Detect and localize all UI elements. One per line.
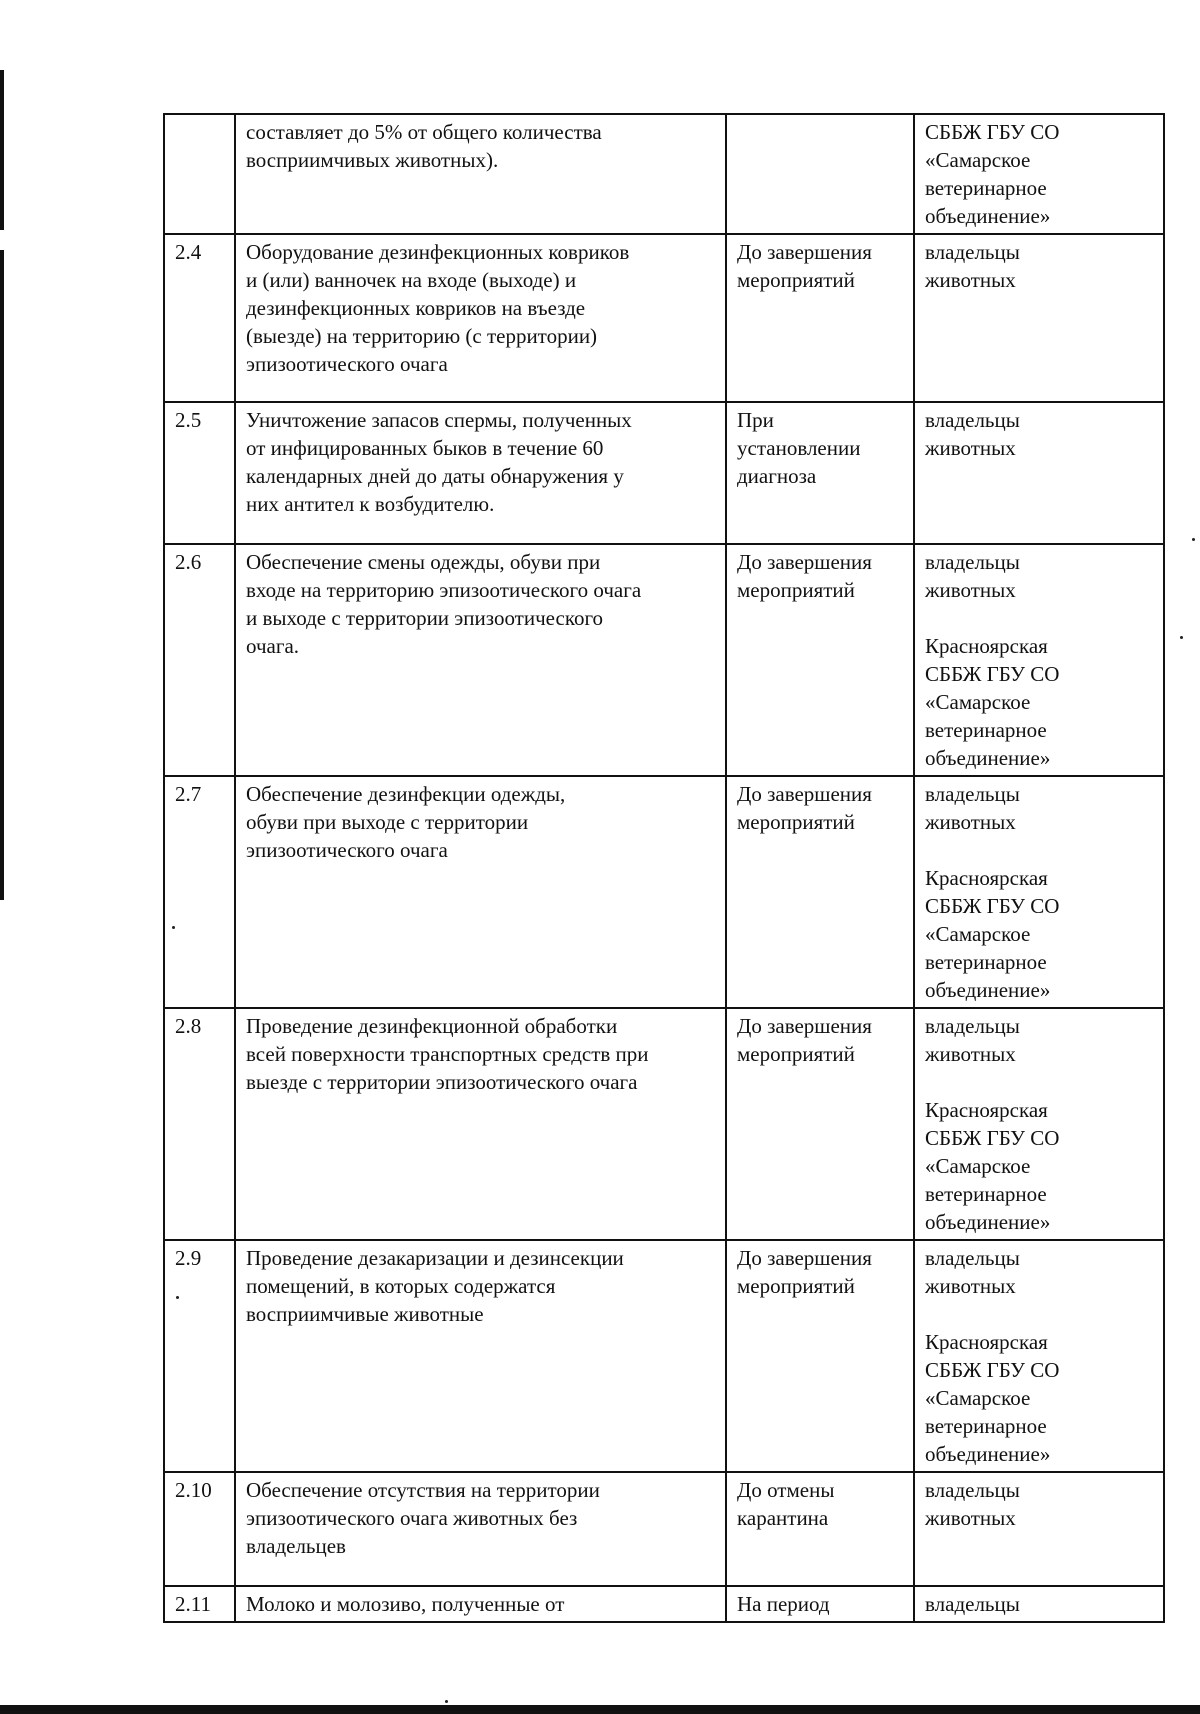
item-number-cell xyxy=(164,776,235,1008)
responsible-line: СББЖ ГБУ СО xyxy=(925,662,1060,686)
responsible-line: объединение» xyxy=(925,978,1051,1002)
measure-description-line: Обеспечение дезинфекции одежды, xyxy=(246,782,566,806)
scan-edge-bottom xyxy=(0,1705,1200,1714)
responsible-line: СББЖ ГБУ СО xyxy=(925,894,1060,918)
deadline-line: До завершения xyxy=(737,1014,872,1038)
responsible-line: владельцы xyxy=(925,550,1020,574)
deadline-line: При xyxy=(737,408,774,432)
measure-description-line: (выезде) на территорию (с территории) xyxy=(246,324,598,348)
responsible-line: ветеринарное xyxy=(925,176,1047,200)
table-row xyxy=(164,544,1164,776)
item-number-cell xyxy=(164,402,235,544)
responsible-line: животных xyxy=(925,1042,1016,1066)
measure-description-cell xyxy=(235,234,726,402)
measure-description-line: помещений, в которых содержатся xyxy=(246,1274,556,1298)
deadline-line: До завершения xyxy=(737,240,872,264)
responsible-line: животных xyxy=(925,578,1016,602)
responsible-gap xyxy=(925,836,1155,864)
measure-description-line: календарных дней до даты обнаружения у xyxy=(246,464,624,488)
measure-description-cell xyxy=(235,1586,726,1622)
responsible-line: СББЖ ГБУ СО xyxy=(925,1358,1060,1382)
responsible-line: «Самарское xyxy=(925,922,1031,946)
responsible-line: «Самарское xyxy=(925,690,1031,714)
item-number: 2.6 xyxy=(175,550,202,574)
measure-description-line: эпизоотического очага xyxy=(246,352,448,376)
deadline-line: На период xyxy=(737,1592,830,1616)
table-row xyxy=(164,1008,1164,1240)
responsible-line: владельцы xyxy=(925,1014,1020,1038)
item-number: 2.8 xyxy=(175,1014,202,1038)
responsible-line: Красноярская xyxy=(925,634,1048,658)
responsible-cell xyxy=(914,1586,1164,1622)
measure-description-cell xyxy=(235,776,726,1008)
measures-table xyxy=(163,113,1165,1623)
responsible-line: СББЖ ГБУ СО xyxy=(925,1126,1060,1150)
responsible-line: животных xyxy=(925,1506,1016,1530)
measure-description-cell xyxy=(235,402,726,544)
deadline-cell xyxy=(726,776,914,1008)
measure-description-line: них антител к возбудителю. xyxy=(246,492,495,516)
item-number-cell xyxy=(164,1472,235,1586)
table-row xyxy=(164,402,1164,544)
responsible-line: ветеринарное xyxy=(925,1182,1047,1206)
responsible-line: Красноярская xyxy=(925,1098,1048,1122)
scan-edge-left-middle xyxy=(0,250,4,900)
deadline-line: До завершения xyxy=(737,550,872,574)
item-number-cell xyxy=(164,1008,235,1240)
responsible-line: «Самарское xyxy=(925,1386,1031,1410)
measure-description-line: от инфицированных быков в течение 60 xyxy=(246,436,604,460)
item-number: 2.11 xyxy=(175,1592,211,1616)
measure-description-line: всей поверхности транспортных средств при xyxy=(246,1042,649,1066)
deadline-cell xyxy=(726,234,914,402)
measure-description-line: восприимчивые животные xyxy=(246,1302,484,1326)
item-number: 2.5 xyxy=(175,408,202,432)
measures-table-body xyxy=(164,114,1164,1622)
item-number-cell xyxy=(164,544,235,776)
table-row xyxy=(164,1586,1164,1622)
responsible-line: владельцы xyxy=(925,1592,1020,1616)
measure-description-line: Оборудование дезинфекционных ковриков xyxy=(246,240,630,264)
measure-description-line: владельцев xyxy=(246,1534,346,1558)
scan-speck xyxy=(1192,538,1195,541)
deadline-cell xyxy=(726,1240,914,1472)
deadline-line: До отмены xyxy=(737,1478,835,1502)
responsible-line: Красноярская xyxy=(925,866,1048,890)
scan-speck xyxy=(1180,636,1183,639)
deadline-line: мероприятий xyxy=(737,1042,855,1066)
responsible-line: «Самарское xyxy=(925,1154,1031,1178)
responsible-line: объединение» xyxy=(925,204,1051,228)
item-number-cell xyxy=(164,114,235,234)
responsible-cell xyxy=(914,114,1164,234)
responsible-line: объединение» xyxy=(925,746,1051,770)
responsible-line: ветеринарное xyxy=(925,1414,1047,1438)
responsible-line: ветеринарное xyxy=(925,718,1047,742)
item-number: 2.7 xyxy=(175,782,202,806)
deadline-cell xyxy=(726,402,914,544)
responsible-line: владельцы xyxy=(925,1478,1020,1502)
deadline-cell xyxy=(726,1586,914,1622)
responsible-cell xyxy=(914,1240,1164,1472)
measure-description-line: и (или) ванночек на входе (выходе) и xyxy=(246,268,577,292)
responsible-line: животных xyxy=(925,268,1016,292)
responsible-cell xyxy=(914,234,1164,402)
responsible-line: владельцы xyxy=(925,782,1020,806)
deadline-line: мероприятий xyxy=(737,268,855,292)
responsible-line: объединение» xyxy=(925,1442,1051,1466)
measure-description-cell xyxy=(235,1008,726,1240)
item-number: 2.9 xyxy=(175,1246,202,1270)
item-number-cell xyxy=(164,234,235,402)
scan-speck xyxy=(445,1700,448,1703)
responsible-line: ветеринарное xyxy=(925,950,1047,974)
responsible-cell xyxy=(914,402,1164,544)
measure-description-line: составляет до 5% от общего количества xyxy=(246,120,602,144)
table-row xyxy=(164,114,1164,234)
table-row xyxy=(164,776,1164,1008)
deadline-line: диагноза xyxy=(737,464,817,488)
deadline-line: мероприятий xyxy=(737,578,855,602)
measure-description-line: Проведение дезинфекционной обработки xyxy=(246,1014,618,1038)
measure-description-line: обуви при выходе с территории xyxy=(246,810,529,834)
responsible-line: владельцы xyxy=(925,240,1020,264)
measure-description-line: эпизоотического очага xyxy=(246,838,448,862)
measure-description-line: Уничтожение запасов спермы, полученных xyxy=(246,408,632,432)
table-row xyxy=(164,234,1164,402)
responsible-line: объединение» xyxy=(925,1210,1051,1234)
deadline-line: До завершения xyxy=(737,1246,872,1270)
responsible-line: животных xyxy=(925,436,1016,460)
deadline-line: установлении xyxy=(737,436,861,460)
measure-description-line: входе на территорию эпизоотического очага xyxy=(246,578,642,602)
responsible-cell xyxy=(914,544,1164,776)
responsible-line: животных xyxy=(925,810,1016,834)
responsible-cell xyxy=(914,1008,1164,1240)
measure-description-line: Обеспечение отсутствия на территории xyxy=(246,1478,600,1502)
item-number-cell xyxy=(164,1240,235,1472)
deadline-line: мероприятий xyxy=(737,810,855,834)
measure-description-line: очага. xyxy=(246,634,300,658)
measure-description-line: выезде с территории эпизоотического очага xyxy=(246,1070,638,1094)
measure-description-line: эпизоотического очага животных без xyxy=(246,1506,578,1530)
table-row xyxy=(164,1472,1164,1586)
item-number-cell xyxy=(164,1586,235,1622)
table-row xyxy=(164,1240,1164,1472)
deadline-cell xyxy=(726,544,914,776)
deadline-line: мероприятий xyxy=(737,1274,855,1298)
deadline-line: До завершения xyxy=(737,782,872,806)
deadline-cell xyxy=(726,1008,914,1240)
responsible-gap xyxy=(925,1300,1155,1328)
measure-description-line: Обеспечение смены одежды, обуви при xyxy=(246,550,601,574)
responsible-gap xyxy=(925,1068,1155,1096)
responsible-line: владельцы xyxy=(925,1246,1020,1270)
deadline-cell xyxy=(726,1472,914,1586)
responsible-line: СББЖ ГБУ СО xyxy=(925,120,1060,144)
measure-description-line: и выходе с территории эпизоотического xyxy=(246,606,604,630)
deadline-cell xyxy=(726,114,914,234)
responsible-line: животных xyxy=(925,1274,1016,1298)
measure-description-cell xyxy=(235,544,726,776)
measure-description-cell xyxy=(235,1240,726,1472)
scan-edge-left-top xyxy=(0,70,4,230)
measure-description-line: Проведение дезакаризации и дезинсекции xyxy=(246,1246,624,1270)
responsible-line: владельцы xyxy=(925,408,1020,432)
responsible-line: Красноярская xyxy=(925,1330,1048,1354)
measure-description-cell xyxy=(235,1472,726,1586)
responsible-cell xyxy=(914,776,1164,1008)
responsible-cell xyxy=(914,1472,1164,1586)
item-number: 2.10 xyxy=(175,1478,212,1502)
responsible-line: «Самарское xyxy=(925,148,1031,172)
responsible-gap xyxy=(925,604,1155,632)
measure-description-line: Молоко и молозиво, полученные от xyxy=(246,1592,565,1616)
measure-description-line: дезинфекционных ковриков на въезде xyxy=(246,296,586,320)
deadline-line: карантина xyxy=(737,1506,829,1530)
measure-description-line: восприимчивых животных). xyxy=(246,148,499,172)
measure-description-cell xyxy=(235,114,726,234)
item-number: 2.4 xyxy=(175,240,202,264)
